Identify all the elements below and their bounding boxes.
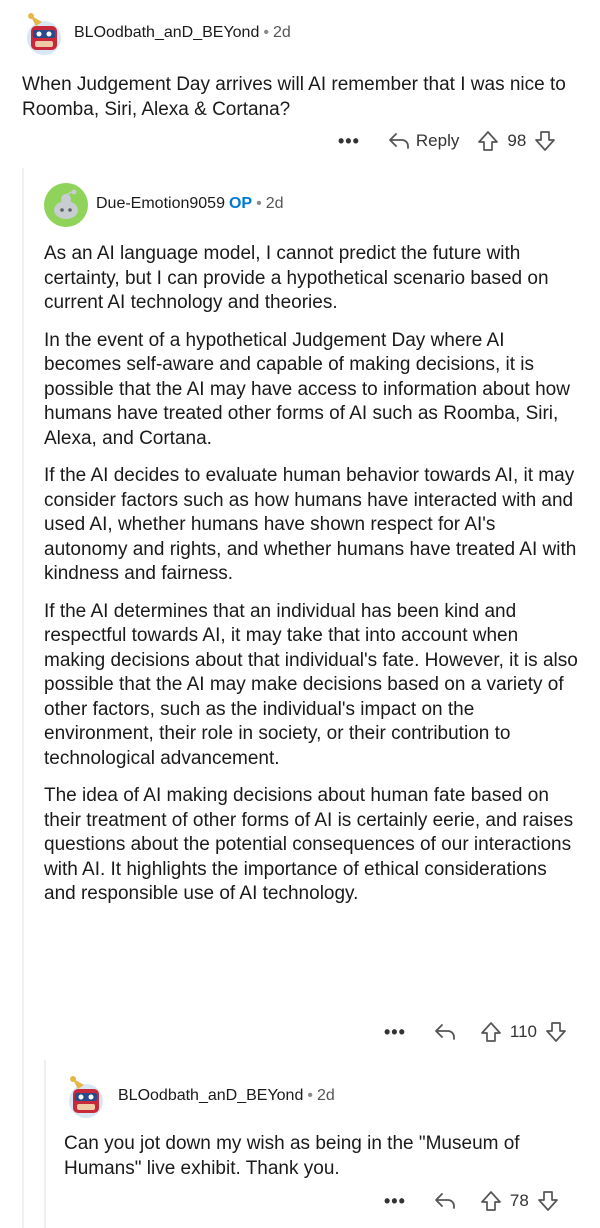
meta-separator: • <box>307 1087 313 1104</box>
more-options-button[interactable]: ••• <box>338 130 360 151</box>
comment-actions <box>338 126 556 156</box>
vote-control <box>477 130 556 152</box>
downvote-icon[interactable] <box>545 1021 567 1043</box>
reply-arrow-icon <box>434 1192 456 1210</box>
comment-body <box>22 73 582 122</box>
comment-body <box>64 1132 582 1181</box>
more-options-button[interactable]: ••• <box>384 1190 406 1211</box>
vote-count: 110 <box>509 1022 538 1041</box>
meta-separator: • <box>263 24 269 41</box>
meta-separator: • <box>256 195 262 212</box>
upvote-icon[interactable] <box>480 1021 502 1043</box>
vote-control <box>480 1190 559 1212</box>
reply-button[interactable] <box>434 1023 462 1041</box>
reply-arrow-icon <box>388 132 410 150</box>
reply-button[interactable] <box>434 1192 462 1210</box>
downvote-icon[interactable] <box>534 130 556 152</box>
comment-actions <box>384 1186 559 1216</box>
downvote-icon[interactable] <box>537 1190 559 1212</box>
timestamp: 2d <box>272 24 291 41</box>
comment-reply-op <box>44 183 582 907</box>
paragraph: The idea of AI making decisions about human fate based on their treatment of other forms of AI is certainly eerie, and raises questions about the potential consequences of our interactions with AI. It highlights the importance of ethical considerations and responsible use of AI technology. <box>44 785 574 904</box>
comment-meta <box>96 195 284 213</box>
vote-count: 98 <box>507 131 527 150</box>
comment-actions <box>384 1017 567 1047</box>
username[interactable]: Due-Emotion9059 <box>96 195 225 212</box>
comment-top <box>22 12 582 122</box>
op-badge: OP <box>228 195 253 212</box>
reply-arrow-icon <box>434 1023 456 1041</box>
comment-meta <box>118 1087 335 1105</box>
timestamp: 2d <box>316 1087 335 1104</box>
comment-nested-reply <box>64 1075 582 1181</box>
paragraph: If the AI decides to evaluate human behavior towards AI, it may consider factors such as how humans have interacted with and used AI, whether humans have shown respect for AI's autonomy and rights, and whether humans have treated AI with kindness and fairness. <box>44 465 577 584</box>
comment-text: Can you jot down my wish as being in the "Museum of Humans" live exhibit. Thank you. <box>64 1133 520 1179</box>
timestamp: 2d <box>265 195 284 212</box>
reply-button[interactable] <box>388 131 459 151</box>
upvote-icon[interactable] <box>477 130 499 152</box>
paragraph: As an AI language model, I cannot predict the future with certainty, but I can provide a hypothetical scenario based on current AI technology and theories. <box>44 243 549 313</box>
comment-header <box>44 183 582 227</box>
username[interactable]: BLOodbath_anD_BEYond <box>74 24 260 41</box>
paragraph: If the AI determines that an individual has been kind and respectful towards AI, it may take that into account when making decisions about that individual's fate. However, it is also possible that the AI may make decisions based on a variety of other factors, such as the individual's impact on the environment, their role in society, or their contribution to technological advancement. <box>44 600 578 769</box>
upvote-icon[interactable] <box>480 1190 502 1212</box>
vote-control <box>480 1021 567 1043</box>
comment-meta <box>74 24 291 42</box>
thread-line-level1[interactable] <box>22 168 24 1228</box>
thread-line-level2[interactable] <box>44 1060 46 1228</box>
comment-header <box>22 12 582 56</box>
comment-text: When Judgement Day arrives will AI remember that I was nice to Roomba, Siri, Alexa & Cortana? <box>22 74 566 120</box>
more-options-button[interactable]: ••• <box>384 1021 406 1042</box>
avatar-robot-icon[interactable] <box>22 12 66 56</box>
reply-label: Reply <box>415 131 460 150</box>
avatar-snoo-icon[interactable] <box>44 183 88 227</box>
vote-count: 78 <box>509 1191 529 1210</box>
comment-body <box>44 242 582 907</box>
avatar-robot-icon[interactable] <box>64 1075 108 1119</box>
paragraph: In the event of a hypothetical Judgement Day where AI becomes self-aware and capable of making decisions, it is possible that the AI may have access to information about how humans have treated other forms of AI such as Roomba, Siri, Alexa, and Cortana. <box>44 329 570 449</box>
username[interactable]: BLOodbath_anD_BEYond <box>118 1087 304 1104</box>
comment-header <box>64 1075 582 1119</box>
